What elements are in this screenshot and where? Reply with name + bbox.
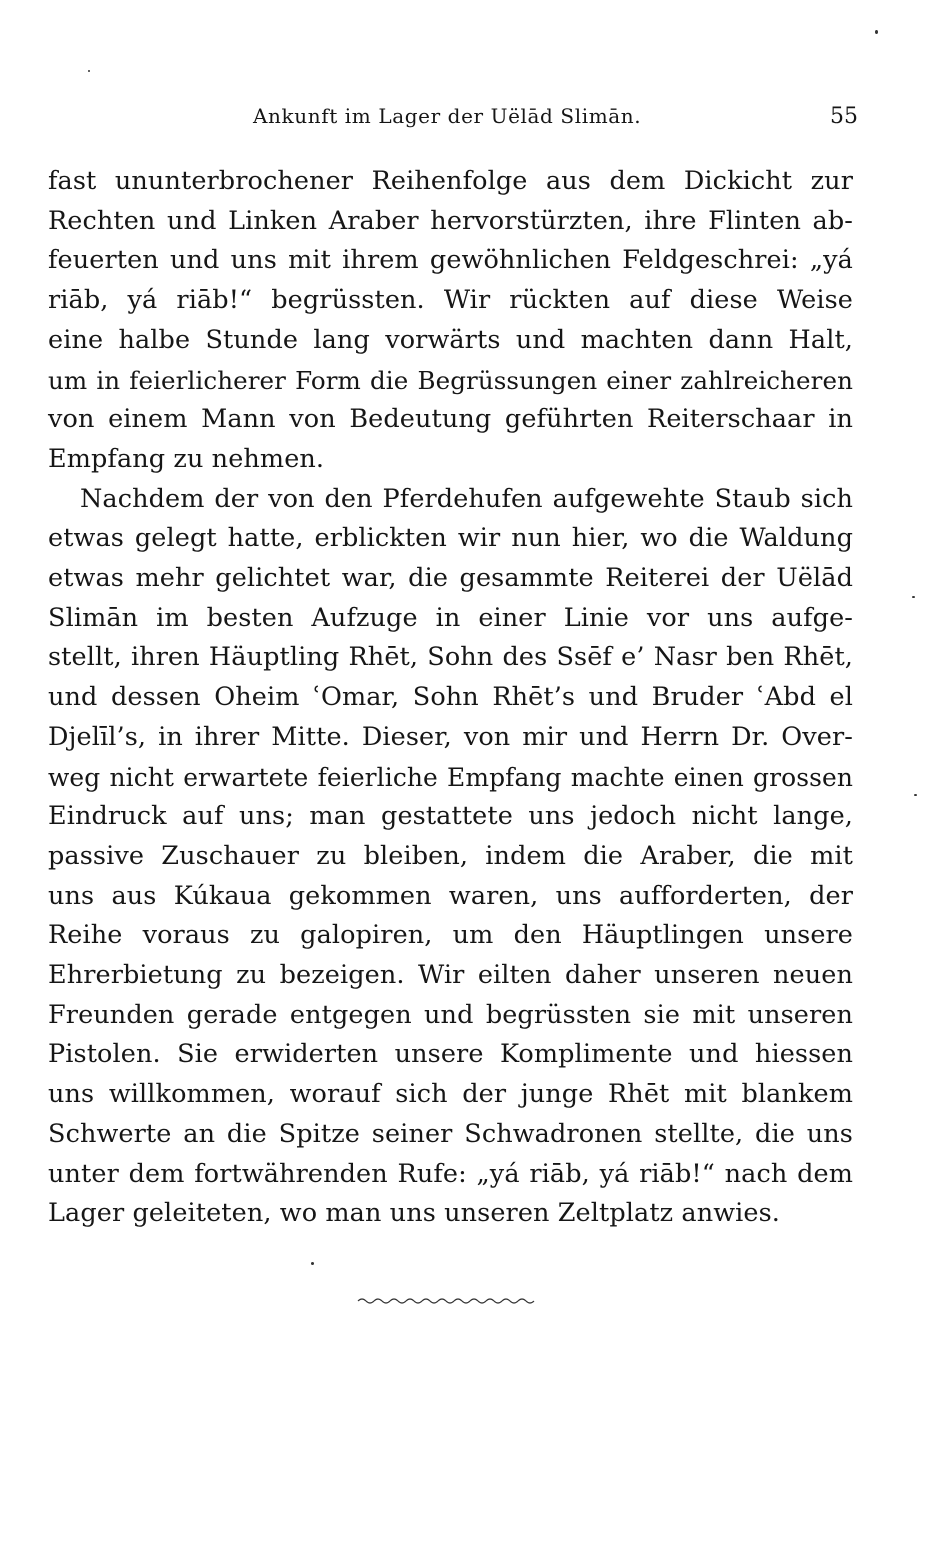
text-line: fast ununterbrochener Reihenfolge aus dem Dickicht zur	[48, 166, 853, 196]
text-line: eine halbe Stunde lang vorwärts und machten dann Halt,	[48, 324, 853, 355]
body-text	[48, 162, 853, 1234]
text-line: etwas mehr gelichtet war, die gesammte Reiterei der Uëlād	[48, 563, 853, 594]
text-line: Pistolen. Sie erwiderten unsere Komplimente und hiessen	[48, 1039, 853, 1070]
text-line: passive Zuschauer zu bleiben, indem die Araber, die mit	[48, 840, 853, 871]
text-line: feuerten und uns mit ihrem gewöhnlichen Feldgeschrei: „yá	[48, 245, 853, 276]
text-line: Freunden gerade entgegen und begrüssten sie mit unseren	[48, 999, 853, 1030]
text-line: weg nicht erwartete feierliche Empfang machte einen grossen	[48, 762, 853, 792]
text-line: Reihe voraus zu galopiren, um den Häuptlingen unsere	[48, 920, 853, 951]
text-line: uns willkommen, worauf sich der junge Rhēt mit blankem	[48, 1079, 853, 1110]
text-line: unter dem fortwährenden Rufe: „yá riāb, yá riāb!“ nach dem	[48, 1158, 853, 1189]
text-line: riāb, yá riāb!“ begrüssten. Wir rückten auf diese Weise	[48, 285, 853, 316]
text-line: von einem Mann von Bedeutung geführten Reiterschaar in	[48, 404, 853, 435]
text-line: uns aus Kúkaua gekommen waren, uns aufforderten, der	[48, 880, 853, 911]
page-number: 55	[830, 104, 858, 129]
text-line: etwas gelegt hatte, erblickten wir nun hier, wo die Waldung	[48, 523, 853, 554]
text-line: Rechten und Linken Araber hervorstürzten, ihre Flinten ab-	[48, 205, 853, 236]
end-ornament-rule	[356, 1296, 540, 1306]
scan-speck	[311, 1262, 314, 1265]
scan-speck	[875, 30, 878, 34]
running-title: Ankunft im Lager der Uëlād Slimān.	[253, 104, 642, 128]
text-line: Djelīl’s, in ihrer Mitte. Dieser, von mir und Herrn Dr. Over-	[48, 721, 853, 752]
text-line: Lager geleiteten, wo man uns unseren Zeltplatz anwies.	[48, 1198, 781, 1229]
text-line: Ehrerbietung zu bezeigen. Wir eilten daher unseren neuen	[48, 960, 853, 991]
text-line: Empfang zu nehmen.	[48, 443, 325, 474]
scan-speck	[914, 794, 917, 796]
text-line: und dessen Oheim ʿOmar, Sohn Rhēt’s und Bruder ʿAbd el	[48, 682, 853, 713]
text-line: Slimān im besten Aufzuge in einer Linie vor uns aufge-	[48, 602, 853, 633]
scan-speck	[88, 70, 90, 72]
text-line: stellt, ihren Häuptling Rhēt, Sohn des Ssēf e’ Nasr ben Rhēt,	[48, 642, 853, 673]
scan-speck	[912, 596, 915, 598]
text-line: Nachdem der von den Pferdehufen aufgewehte Staub sich	[80, 483, 853, 514]
text-line: Schwerte an die Spitze seiner Schwadronen stellte, die uns	[48, 1118, 853, 1149]
running-head	[48, 104, 860, 136]
text-line: um in feierlicherer Form die Begrüssungen einer zahlreicheren	[48, 365, 853, 395]
text-line: Eindruck auf uns; man gestattete uns jedoch nicht lange,	[48, 801, 853, 832]
